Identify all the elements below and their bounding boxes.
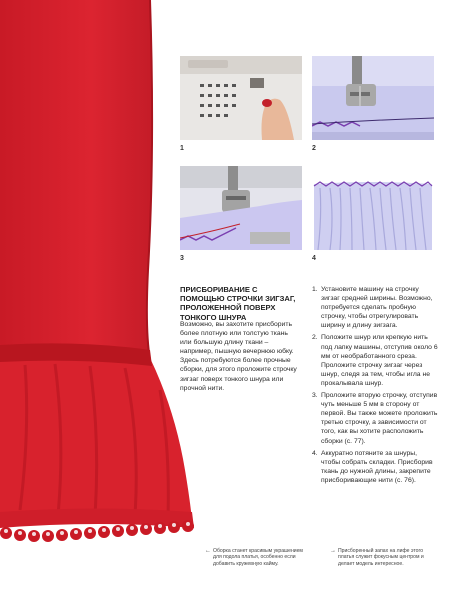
step-number: 4. bbox=[312, 449, 318, 457]
step-number: 3. bbox=[312, 392, 318, 400]
red-garment-photo bbox=[0, 0, 200, 560]
photo-caption-2: 2 bbox=[312, 145, 316, 152]
note-right bbox=[330, 548, 438, 567]
photo-caption-1: 1 bbox=[180, 145, 184, 152]
step-photo-4 bbox=[312, 166, 434, 250]
step-photo-2 bbox=[312, 56, 434, 140]
arrow-right-icon: → bbox=[330, 548, 336, 554]
step-number: 1. bbox=[312, 286, 318, 293]
step-text: Положите шнур или крепкую нить под лапку машины, отступив около 6 мм от необработанного среза. Проложите строчку зигзаг через шнур, следя за тем, чтобы игла не прокалывала шнур. bbox=[321, 334, 438, 387]
photo-caption-4: 4 bbox=[312, 255, 316, 262]
step-text: Проложите вторую строчку, отступив чуть меньше 5 мм в сторону от первой. Вы также можете проложить третью строчку, а зависимости от того, как вы хотите расположить сборки (с. 77). bbox=[321, 392, 438, 445]
step-text: Установите машину на строчку зигзаг средней ширины. Возможно, потребуется сделать пробную строчку, чтобы отрегулировать ширину и длину зигзага. bbox=[321, 286, 433, 330]
step-item bbox=[312, 285, 438, 330]
arrow-left-icon: ← bbox=[205, 548, 211, 554]
note-left bbox=[205, 548, 305, 567]
steps-list bbox=[312, 285, 438, 488]
section-heading: ПРИСБОРИВАНИЕ С ПОМОЩЬЮ СТРОЧКИ ЗИГЗАГ, ПРОЛОЖЕННОЙ ПОВЕРХ ТОНКОГО ШНУРА bbox=[180, 285, 296, 322]
note-left-text: Оборка станет красивым украшением для подола платья, особенно если добавить кружевную кайму. bbox=[213, 548, 303, 567]
step-number: 2. bbox=[312, 334, 318, 342]
step-item bbox=[312, 391, 438, 446]
step-item bbox=[312, 449, 438, 485]
note-right-text: Присборенный запах на лифе этого платья служит фокусным центром и делает модель интересное. bbox=[338, 548, 424, 567]
step-photo-1 bbox=[180, 56, 302, 140]
step-item bbox=[312, 333, 438, 388]
photo-caption-3: 3 bbox=[180, 255, 184, 262]
step-text: Аккуратно потяните за шнуры, чтобы собрать складки. Присборив ткань до нужной длины, закрепите присборивающие нити (с. 76). bbox=[321, 449, 433, 484]
intro-paragraph: Возможно, вы захотите присборить более плотную или толстую ткань или большую длину ткани – например, пышную вечернюю юбку. Здесь потребуются более прочные сборки, для этого проложите строчку зигзаг поверх тонкого шнура или прочной нити. bbox=[180, 321, 297, 392]
step-photo-3 bbox=[180, 166, 302, 250]
